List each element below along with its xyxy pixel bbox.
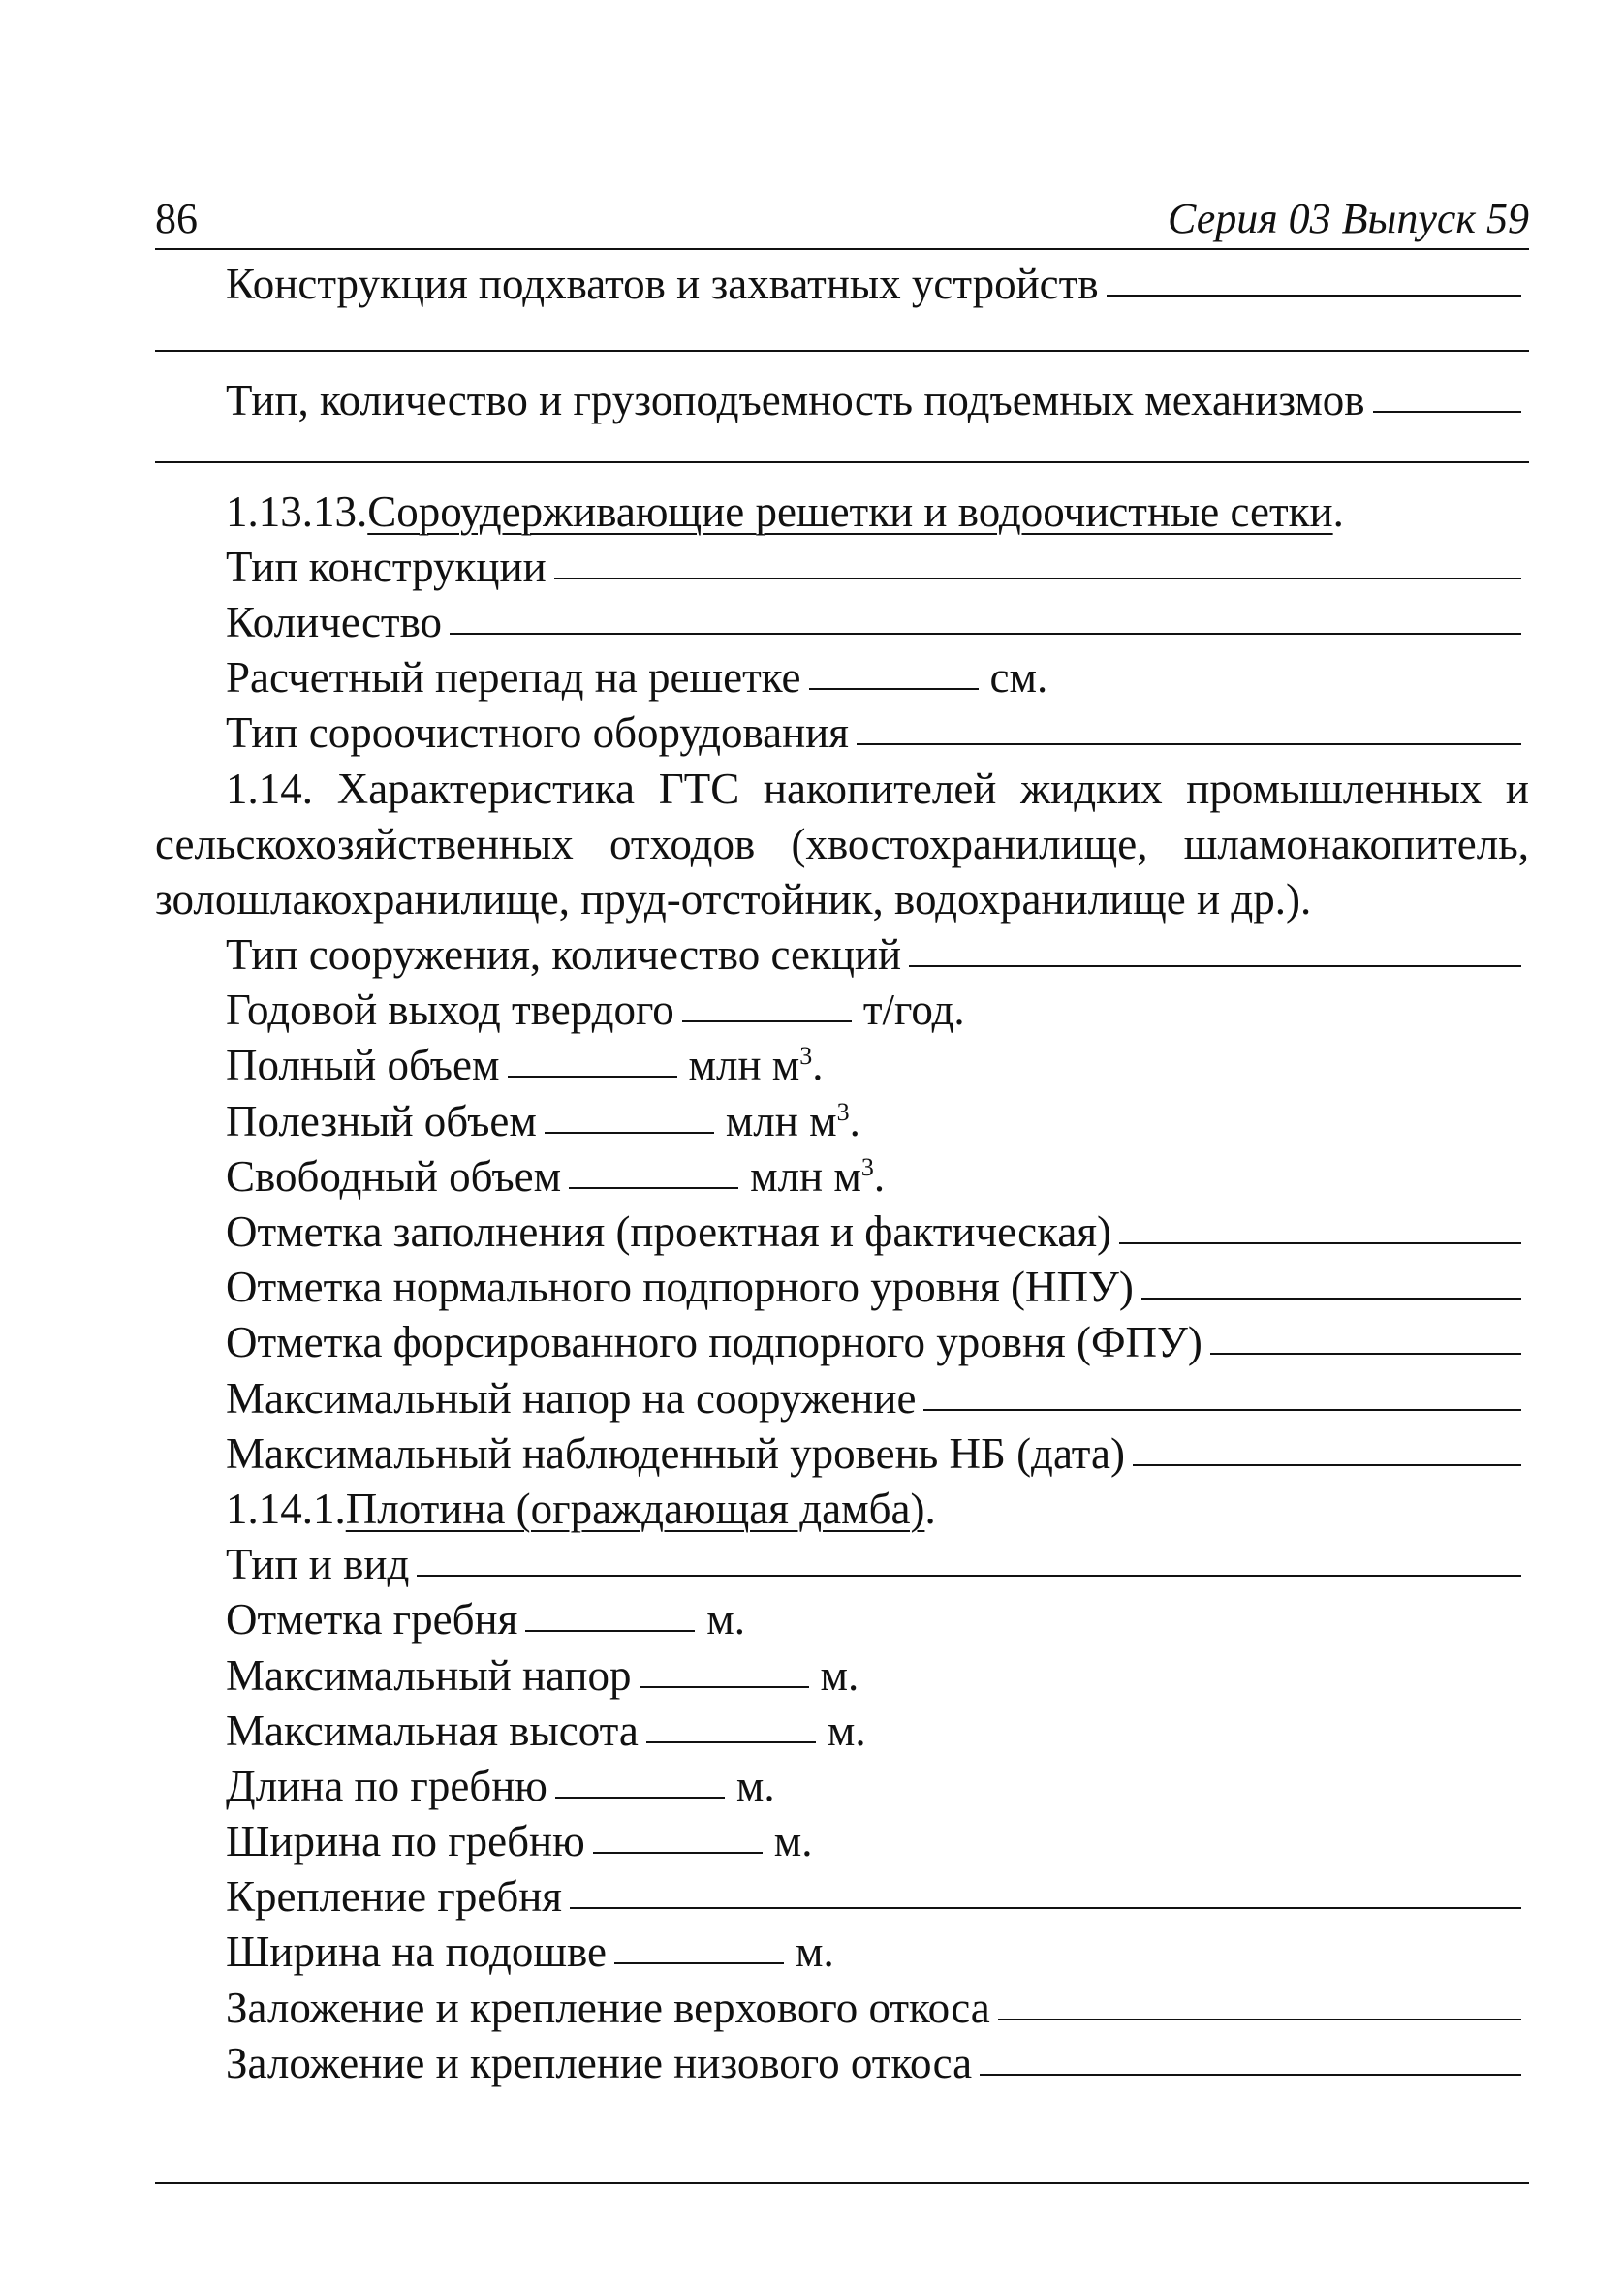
crest-fixing-label: Крепление гребня (226, 1872, 562, 1922)
max-level-nb-label: Максимальный наблюденный уровень НБ (дата) (226, 1428, 1125, 1478)
annual-output-label: Годовой выход твердого (226, 986, 674, 1035)
row-max-height (155, 1704, 1529, 1759)
npu-mark-field[interactable] (1141, 1298, 1521, 1300)
crest-mark-unit: м. (706, 1595, 746, 1644)
calc-drop-label: Расчетный перепад на решетке (226, 653, 801, 703)
row-type-kind (155, 1537, 1529, 1592)
max-head-field[interactable] (640, 1686, 809, 1688)
row-structure-type (155, 927, 1529, 983)
trash-equipment-label: Тип сороочистного оборудования (226, 708, 849, 758)
free-volume-unit: млн $м^3$. (750, 1151, 886, 1201)
annual-output-field[interactable] (682, 1020, 852, 1022)
downstream-slope-label: Заложение и крепление низового откоса (226, 2038, 973, 2087)
section-number: 1.13.13. (226, 486, 368, 536)
free-volume-label: Свободный объем (226, 1151, 562, 1201)
trash-equipment-field[interactable] (857, 743, 1521, 745)
row-base-width (155, 1925, 1529, 1980)
construction-type-label: Тип конструкции (226, 542, 547, 591)
lifting-field-continuation[interactable] (155, 407, 1529, 462)
npu-mark-label: Отметка нормального подпорного уровня (НПУ) (226, 1263, 1134, 1312)
upstream-slope-field[interactable] (998, 2019, 1521, 2020)
crest-mark-field[interactable] (525, 1630, 695, 1632)
document-page (155, 194, 1529, 2091)
max-head-structure-label: Максимальный напор на сооружение (226, 1373, 917, 1423)
type-kind-field[interactable] (417, 1575, 1521, 1577)
grips-field-continuation[interactable] (155, 297, 1529, 352)
row-fill-mark (155, 1205, 1529, 1260)
row-trash-equipment (155, 705, 1529, 761)
fill-mark-label: Отметка заполнения (проектная и фактическая) (226, 1207, 1111, 1257)
row-npu-mark (155, 1260, 1529, 1315)
row-useful-volume (155, 1094, 1529, 1149)
max-height-field[interactable] (646, 1741, 816, 1743)
max-level-nb-field[interactable] (1133, 1464, 1521, 1466)
max-head-unit: м. (820, 1650, 859, 1700)
crest-width-unit: м. (773, 1817, 813, 1866)
max-height-unit: м. (827, 1706, 866, 1755)
row-crest-fixing (155, 1869, 1529, 1925)
row-construction-type (155, 540, 1529, 595)
downstream-slope-field[interactable] (980, 2074, 1521, 2076)
quantity-label: Количество (226, 597, 443, 646)
section-title-period: . (1332, 486, 1344, 536)
max-head-label: Максимальный напор (226, 1650, 632, 1700)
crest-mark-label: Отметка гребня (226, 1595, 518, 1644)
base-width-label: Ширина на подошве (226, 1927, 607, 1977)
max-height-label: Максимальная высота (226, 1706, 639, 1755)
row-fpu-mark (155, 1315, 1529, 1370)
useful-volume-label: Полезный объем (226, 1096, 537, 1145)
page-number: 86 (155, 195, 198, 242)
fill-mark-field[interactable] (1119, 1242, 1521, 1244)
row-crest-width (155, 1814, 1529, 1869)
row-free-volume (155, 1149, 1529, 1205)
grips-label: Конструкция подхватов и захватных устройств (226, 260, 1099, 308)
base-width-field[interactable] (614, 1962, 784, 1964)
section-title: Сороудерживающие решетки и водоочистные сетки (367, 486, 1333, 536)
row-max-head (155, 1648, 1529, 1704)
row-annual-output (155, 983, 1529, 1038)
lifting-label: Тип, количество и грузоподъемность подъемных механизмов (226, 376, 1365, 425)
section-1-14-1-heading (155, 1482, 1529, 1537)
crest-length-label: Длина по гребню (226, 1761, 547, 1810)
useful-volume-field[interactable] (545, 1132, 714, 1134)
annual-output-unit: т/год. (862, 986, 965, 1035)
upstream-slope-label: Заложение и крепление верхового откоса (226, 1983, 990, 2032)
row-upstream-slope (155, 1981, 1529, 2036)
construction-type-field[interactable] (554, 578, 1521, 579)
base-width-unit: м. (795, 1927, 834, 1977)
crest-width-field[interactable] (593, 1852, 763, 1854)
page-header (155, 194, 1529, 250)
row-max-head-structure (155, 1371, 1529, 1426)
section-title-period: . (924, 1484, 936, 1533)
section-1-13-13-heading (155, 485, 1529, 540)
row-downstream-slope (155, 2036, 1529, 2091)
structure-type-field[interactable] (909, 965, 1521, 967)
quantity-field[interactable] (450, 633, 1521, 635)
full-volume-unit: млн $м^3$. (688, 1041, 824, 1090)
calc-drop-unit: см. (989, 653, 1048, 703)
crest-length-field[interactable] (555, 1797, 725, 1799)
structure-type-label: Тип сооружения, количество секций (226, 930, 902, 980)
crest-width-label: Ширина по гребню (226, 1817, 585, 1866)
row-crest-length (155, 1759, 1529, 1814)
section-title: Плотина (ограждающая дамба) (345, 1484, 925, 1533)
section-1-14-paragraph (155, 762, 1529, 928)
row-full-volume (155, 1038, 1529, 1093)
max-head-structure-field[interactable] (923, 1409, 1521, 1411)
full-volume-field[interactable] (508, 1076, 677, 1078)
row-crest-mark (155, 1592, 1529, 1647)
row-quantity (155, 595, 1529, 650)
crest-length-unit: м. (735, 1761, 775, 1810)
row-max-level-nb (155, 1426, 1529, 1482)
series-label: Серия 03 Выпуск 59 (1168, 195, 1529, 242)
full-volume-label: Полный объем (226, 1041, 500, 1090)
type-kind-label: Тип и вид (226, 1540, 410, 1589)
fpu-mark-field[interactable] (1210, 1353, 1521, 1355)
form-content (155, 250, 1529, 2091)
section-number: 1.14.1. (226, 1484, 346, 1533)
fpu-mark-label: Отметка форсированного подпорного уровня (ФПУ) (226, 1318, 1202, 1367)
useful-volume-unit: млн $м^3$. (725, 1096, 860, 1145)
bottom-field-line[interactable] (155, 2182, 1529, 2184)
section-1-14-text: 1.14. Характеристика ГТС накопителей жидких промышленных и сельскохозяйственных отходов (хвостохранилище, шламонакопитель, золошлакохранилище, пруд-отстойник, водохранилище и др.). (155, 764, 1529, 924)
row-calc-drop (155, 650, 1529, 705)
crest-fixing-field[interactable] (570, 1907, 1521, 1909)
calc-drop-field[interactable] (809, 688, 979, 690)
free-volume-field[interactable] (569, 1187, 738, 1189)
